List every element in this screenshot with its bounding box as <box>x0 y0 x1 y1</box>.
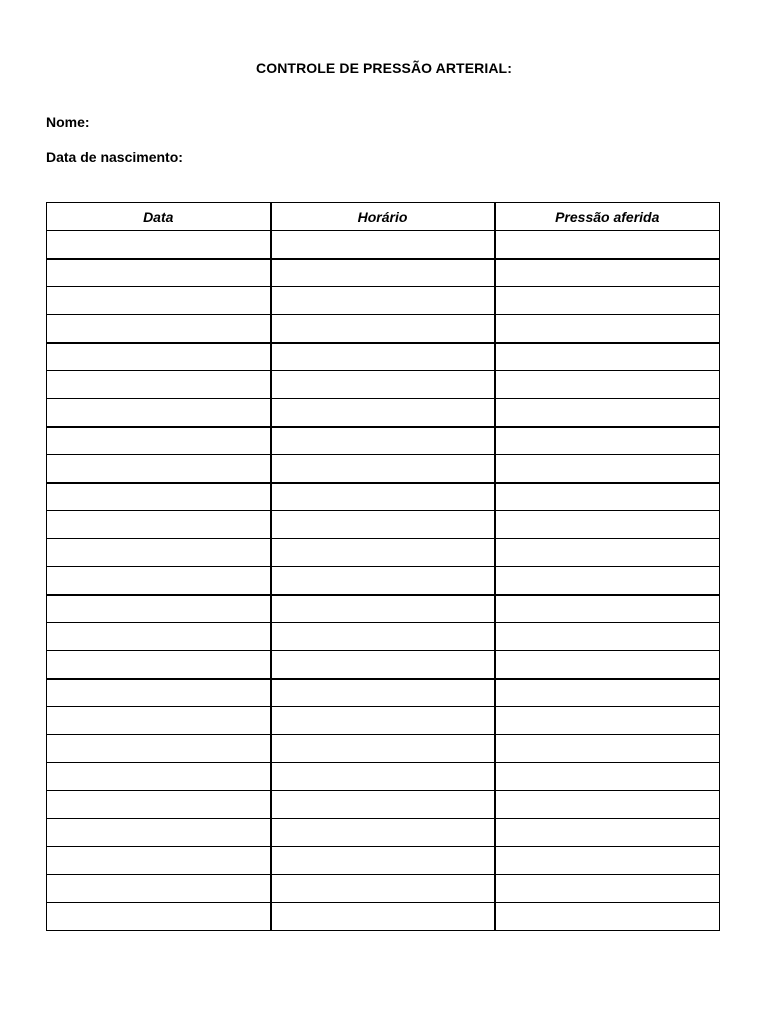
cell-time <box>271 903 495 931</box>
table-row <box>47 623 720 651</box>
cell-pressure <box>495 539 720 567</box>
cell-date <box>47 567 271 595</box>
header-time: Horário <box>271 203 495 231</box>
cell-date <box>47 371 271 399</box>
cell-date <box>47 875 271 903</box>
cell-pressure <box>495 791 720 819</box>
cell-time <box>271 287 495 315</box>
cell-time <box>271 259 495 287</box>
cell-pressure <box>495 903 720 931</box>
table-row <box>47 343 720 371</box>
cell-time <box>271 483 495 511</box>
table-row <box>47 539 720 567</box>
cell-time <box>271 763 495 791</box>
cell-pressure <box>495 679 720 707</box>
table-row <box>47 399 720 427</box>
cell-date <box>47 763 271 791</box>
cell-date <box>47 455 271 483</box>
table-row <box>47 791 720 819</box>
cell-date <box>47 735 271 763</box>
cell-pressure <box>495 735 720 763</box>
cell-pressure <box>495 819 720 847</box>
cell-time <box>271 511 495 539</box>
cell-pressure <box>495 707 720 735</box>
cell-date <box>47 651 271 679</box>
cell-time <box>271 455 495 483</box>
cell-date <box>47 903 271 931</box>
cell-pressure <box>495 371 720 399</box>
table-row <box>47 875 720 903</box>
table-row <box>47 679 720 707</box>
cell-date <box>47 819 271 847</box>
cell-time <box>271 875 495 903</box>
table-row <box>47 259 720 287</box>
cell-pressure <box>495 567 720 595</box>
cell-date <box>47 707 271 735</box>
cell-pressure <box>495 651 720 679</box>
cell-time <box>271 399 495 427</box>
cell-pressure <box>495 875 720 903</box>
cell-date <box>47 847 271 875</box>
table-row <box>47 511 720 539</box>
cell-pressure <box>495 231 720 259</box>
table-row <box>47 427 720 455</box>
cell-time <box>271 343 495 371</box>
name-label: Nome: <box>46 114 90 130</box>
blood-pressure-log-table <box>46 202 720 931</box>
cell-pressure <box>495 623 720 651</box>
cell-date <box>47 287 271 315</box>
table-row <box>47 819 720 847</box>
table-row <box>47 287 720 315</box>
cell-time <box>271 847 495 875</box>
cell-time <box>271 539 495 567</box>
table-row <box>47 735 720 763</box>
cell-time <box>271 371 495 399</box>
cell-pressure <box>495 847 720 875</box>
cell-date <box>47 595 271 623</box>
table-row <box>47 707 720 735</box>
cell-time <box>271 819 495 847</box>
cell-pressure <box>495 259 720 287</box>
cell-time <box>271 427 495 455</box>
cell-date <box>47 483 271 511</box>
table-row <box>47 455 720 483</box>
table-header-row <box>47 203 720 231</box>
cell-date <box>47 623 271 651</box>
cell-time <box>271 791 495 819</box>
table-row <box>47 371 720 399</box>
table-row <box>47 847 720 875</box>
cell-date <box>47 343 271 371</box>
cell-pressure <box>495 763 720 791</box>
table-row <box>47 567 720 595</box>
cell-time <box>271 679 495 707</box>
cell-time <box>271 567 495 595</box>
cell-date <box>47 315 271 343</box>
cell-pressure <box>495 399 720 427</box>
cell-date <box>47 679 271 707</box>
cell-time <box>271 315 495 343</box>
cell-date <box>47 791 271 819</box>
table-row <box>47 231 720 259</box>
cell-time <box>271 735 495 763</box>
header-pressure: Pressão aferida <box>495 203 720 231</box>
cell-date <box>47 539 271 567</box>
table-row <box>47 595 720 623</box>
table-row <box>47 903 720 931</box>
cell-time <box>271 707 495 735</box>
cell-pressure <box>495 287 720 315</box>
page-title: CONTROLE DE PRESSÃO ARTERIAL: <box>256 60 512 76</box>
cell-time <box>271 231 495 259</box>
cell-pressure <box>495 483 720 511</box>
table-row <box>47 763 720 791</box>
cell-pressure <box>495 595 720 623</box>
table-row <box>47 651 720 679</box>
cell-date <box>47 259 271 287</box>
cell-date <box>47 511 271 539</box>
cell-date <box>47 427 271 455</box>
cell-time <box>271 651 495 679</box>
cell-pressure <box>495 343 720 371</box>
cell-pressure <box>495 455 720 483</box>
table-row <box>47 483 720 511</box>
cell-date <box>47 399 271 427</box>
header-date: Data <box>47 203 271 231</box>
table-row <box>47 315 720 343</box>
cell-time <box>271 595 495 623</box>
cell-pressure <box>495 315 720 343</box>
cell-pressure <box>495 511 720 539</box>
cell-time <box>271 623 495 651</box>
cell-date <box>47 231 271 259</box>
birthdate-label: Data de nascimento: <box>46 149 183 165</box>
cell-pressure <box>495 427 720 455</box>
table-body <box>47 231 720 931</box>
